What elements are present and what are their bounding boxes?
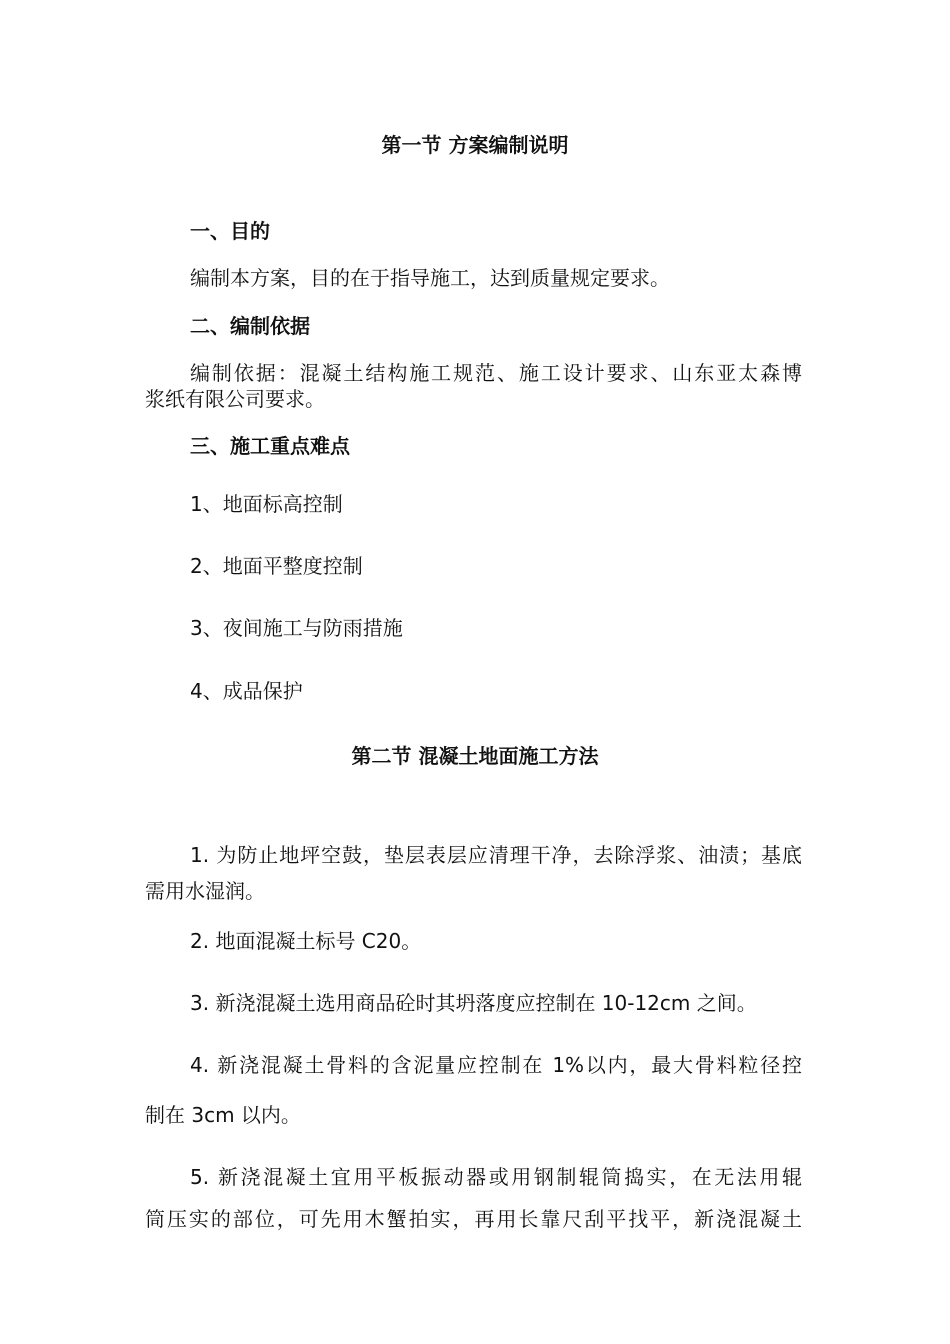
paragraph-4-line-2: 制在 3cm 以内。 bbox=[145, 1103, 301, 1127]
paragraph-basis-line-2: 浆纸有限公司要求。 bbox=[145, 387, 325, 411]
paragraph-basis-line-1: 编制依据：混凝土结构施工规范、施工设计要求、山东亚太森博 bbox=[190, 361, 802, 385]
paragraph-5-line-2: 筒压实的部位，可先用木蟹拍实，再用长靠尺刮平找平，新浇混凝土 bbox=[145, 1207, 802, 1231]
paragraph-1-line-2: 需用水湿润。 bbox=[145, 879, 265, 903]
paragraph-4-line-1: 4. 新浇混凝土骨料的含泥量应控制在 1%以内，最大骨料粒径控 bbox=[190, 1053, 802, 1077]
paragraph-5-line-1: 5. 新浇混凝土宜用平板振动器或用钢制辊筒捣实，在无法用辊 bbox=[190, 1165, 802, 1189]
section-title-1: 第一节 方案编制说明 bbox=[381, 133, 569, 157]
heading-basis: 二、编制依据 bbox=[190, 314, 310, 338]
paragraph-1-line-1: 1. 为防止地坪空鼓，垫层表层应清理干净，去除浮浆、油渍；基底 bbox=[190, 843, 802, 867]
paragraph-3: 3. 新浇混凝土选用商品砼时其坍落度应控制在 10-12cm 之间。 bbox=[190, 991, 757, 1015]
section-title-2: 第二节 混凝土地面施工方法 bbox=[351, 744, 599, 768]
list-item: 2、地面平整度控制 bbox=[190, 554, 363, 578]
list-item: 4、成品保护 bbox=[190, 679, 303, 703]
list-item: 1、地面标高控制 bbox=[190, 492, 343, 516]
heading-purpose: 一、目的 bbox=[190, 219, 270, 243]
paragraph-2: 2. 地面混凝土标号 C20。 bbox=[190, 929, 422, 953]
heading-key-points: 三、施工重点难点 bbox=[190, 434, 350, 458]
list-item: 3、夜间施工与防雨措施 bbox=[190, 616, 403, 640]
paragraph-purpose: 编制本方案，目的在于指导施工，达到质量规定要求。 bbox=[190, 266, 670, 290]
